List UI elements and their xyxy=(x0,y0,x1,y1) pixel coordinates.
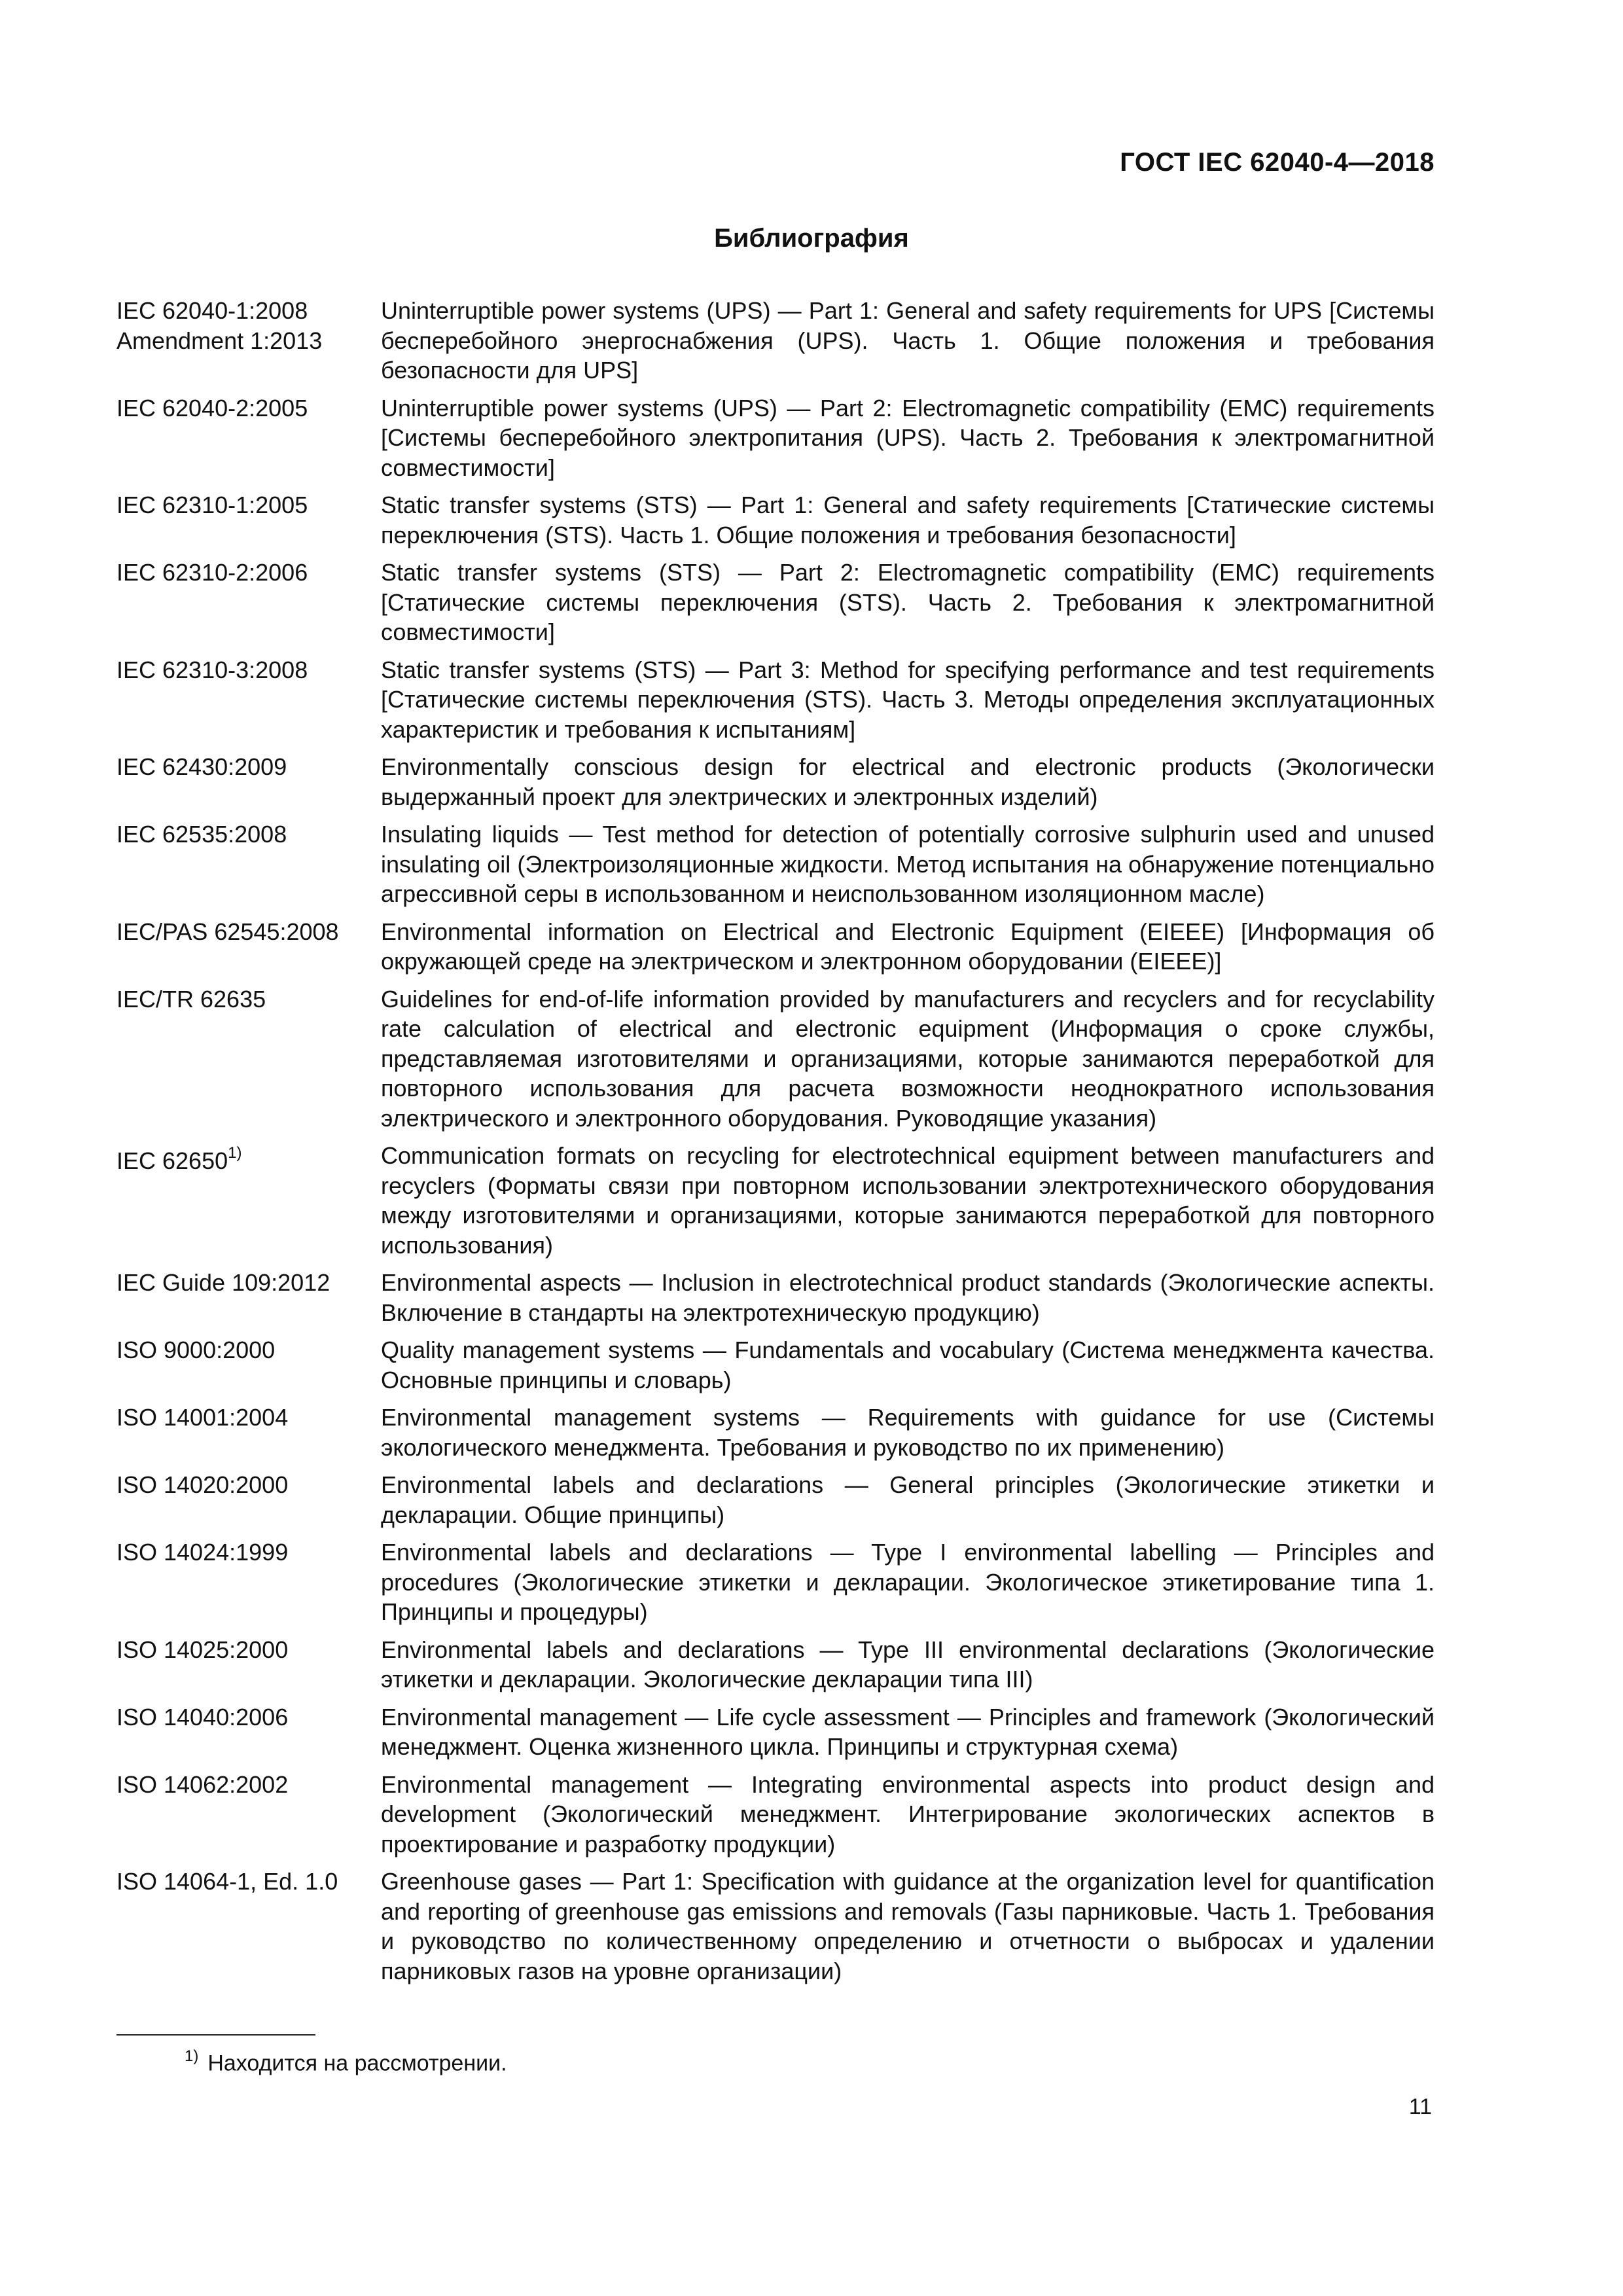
bibliography-entry xyxy=(116,1537,1435,1627)
entry-reference xyxy=(116,984,381,1134)
bibliography-entry xyxy=(116,819,1435,909)
bibliography-entry xyxy=(116,558,1435,647)
entry-description: Uninterruptible power systems (UPS) — Part 1: General and safety requirements for UPS [Системы бесперебойного энергоснабжения (UPS). Часть 1. Общие положения и требования безопасности для UPS] xyxy=(381,297,1435,384)
bibliography-entry xyxy=(116,393,1435,483)
entry-reference-text: IEC 62310-3:2008 xyxy=(116,656,308,683)
entry-reference xyxy=(116,1403,381,1462)
entry-reference-text: ISO 14040:2006 xyxy=(116,1703,289,1731)
page-number: 11 xyxy=(1408,2094,1432,2119)
entry-reference xyxy=(116,752,381,812)
entry-reference xyxy=(116,1470,381,1530)
bibliography-entry xyxy=(116,984,1435,1134)
bibliography-entry xyxy=(116,917,1435,977)
entry-description: Environmental labels and declarations — Type I environmental labelling — Principles and procedures (Экологические этикетки и декларации. Экологическое этикетирование типа 1. Принципы и процедуры) xyxy=(381,1539,1435,1625)
entry-description: Static transfer systems (STS) — Part 3: Method for specifying performance and test requirements [Статические системы переключения (STS). Часть 3. Методы определения эксплуатационных характеристик и требования к испытаниям] xyxy=(381,656,1435,743)
entry-description: Environmental management — Life cycle assessment — Principles and framework (Экологический менеджмент. Оценка жизненного цикла. Принципы и структурная схема) xyxy=(381,1703,1435,1760)
bibliography-entry xyxy=(116,1867,1435,1986)
entry-reference-text: ISO 14020:2000 xyxy=(116,1471,289,1498)
bibliography-entry xyxy=(116,1335,1435,1395)
entry-reference-text: IEC Guide 109:2012 xyxy=(116,1269,330,1296)
entry-description: Uninterruptible power systems (UPS) — Part 2: Electromagnetic compatibility (EMC) requirements [Системы бесперебойного электропитания (UPS). Часть 2. Требования к электромагнитной совместимости] xyxy=(381,394,1435,481)
entry-reference xyxy=(116,296,381,386)
bibliography-entry xyxy=(116,1635,1435,1695)
footnote-divider xyxy=(116,2034,315,2036)
entry-reference-text: ISO 14001:2004 xyxy=(116,1404,289,1431)
bibliography-entry xyxy=(116,1770,1435,1859)
entry-reference xyxy=(116,655,381,745)
bibliography-entry xyxy=(116,1141,1435,1260)
entry-description: Quality management systems — Fundamentals and vocabulary (Система менеджмента качества. Основные принципы и словарь) xyxy=(381,1336,1435,1393)
entry-reference xyxy=(116,1537,381,1627)
entry-reference xyxy=(116,1867,381,1986)
entry-description: Environmental labels and declarations — General principles (Экологические этикетки и декларации. Общие принципы) xyxy=(381,1471,1435,1528)
bibliography-entry xyxy=(116,1268,1435,1327)
page-title: Библиография xyxy=(714,224,909,253)
entry-description: Environmental management — Integrating environmental aspects into product design and development (Экологический менеджмент. Интегрирование экологических аспектов в проектирование и разработку продукции) xyxy=(381,1770,1435,1857)
entry-reference xyxy=(116,1335,381,1395)
entry-reference-text: IEC 62040-1:2008 Amendment 1:2013 xyxy=(116,297,323,354)
entry-reference xyxy=(116,558,381,647)
entry-reference-text: IEC 62430:2009 xyxy=(116,753,287,780)
entry-description: Static transfer systems (STS) — Part 2: Electromagnetic compatibility (EMC) requirements [Статические системы переключения (STS). Часть 2. Требования к электромагнитной совместимости] xyxy=(381,559,1435,645)
document-header: ГОСТ IEC 62040-4—2018 xyxy=(1120,148,1435,177)
entry-reference xyxy=(116,490,381,550)
entry-reference xyxy=(116,1635,381,1695)
bibliography-entry xyxy=(116,1403,1435,1462)
footnote-marker: 1) xyxy=(185,2047,199,2065)
footnote-reference-marker: 1) xyxy=(228,1144,242,1162)
bibliography-entry xyxy=(116,1470,1435,1530)
entry-reference-text: IEC 62040-2:2005 xyxy=(116,394,308,422)
entry-reference-text: IEC 62535:2008 xyxy=(116,821,287,848)
entry-description: Insulating liquids — Test method for detection of potentially corrosive sulphurin used and unused insulating oil (Электроизоляционные жидкости. Метод испытания на обнаружение потенциально агрессивной серы в использованном и неиспользованном изоляционном масле) xyxy=(381,821,1435,907)
entry-reference-text: ISO 9000:2000 xyxy=(116,1336,276,1363)
bibliography-list xyxy=(116,296,1435,1994)
entry-description: Environmental labels and declarations — Type III environmental declarations (Экологические этикетки и декларации. Экологические декларации типа III) xyxy=(381,1636,1435,1693)
bibliography-entry xyxy=(116,655,1435,745)
bibliography-entry xyxy=(116,1702,1435,1762)
entry-reference xyxy=(116,393,381,483)
entry-reference xyxy=(116,819,381,909)
entry-reference-text: IEC/PAS 62545:2008 xyxy=(116,918,339,945)
entry-reference-text: IEC/TR 62635 xyxy=(116,985,266,1013)
entry-description: Static transfer systems (STS) — Part 1: General and safety requirements [Статические системы переключения (STS). Часть 1. Общие положения и требования безопасности] xyxy=(381,492,1435,548)
entry-description: Environmentally conscious design for electrical and electronic products (Экологически выдержанный проект для электрических и электронных изделий) xyxy=(381,753,1435,810)
entry-description: Greenhouse gases — Part 1: Specification with guidance at the organization level for quantification and reporting of greenhouse gas emissions and removals (Газы парниковые. Часть 1. Требования и руководство по количественному определению и отчетности о выбросах и удалении парниковых газов на уровне организации) xyxy=(381,1868,1435,1984)
entry-reference xyxy=(116,1141,381,1260)
entry-reference xyxy=(116,1702,381,1762)
entry-reference-text: ISO 14062:2002 xyxy=(116,1770,289,1798)
bibliography-entry xyxy=(116,752,1435,812)
entry-reference-text: IEC 62650 xyxy=(116,1147,228,1174)
bibliography-entry xyxy=(116,296,1435,386)
entry-reference-text: IEC 62310-1:2005 xyxy=(116,492,308,518)
entry-reference xyxy=(116,1770,381,1859)
entry-description: Communication formats on recycling for electrotechnical equipment between manufacturers and recyclers (Форматы связи при повторном использовании электротехнического оборудования между изготовителями и организациями, которые занимаются переработкой для повторного использования) xyxy=(381,1142,1435,1259)
entry-description: Environmental information on Electrical and Electronic Equipment (EIEEE) [Информация об окружающей среде на электрическом и электронном оборудовании (EIEEE)] xyxy=(381,918,1435,975)
entry-description: Environmental management systems — Requirements with guidance for use (Системы экологического менеджмента. Требования и руководство по их применению) xyxy=(381,1404,1435,1461)
entry-reference-text: ISO 14024:1999 xyxy=(116,1539,289,1566)
footnote-text: Находится на рассмотрении. xyxy=(207,2051,507,2076)
footnote xyxy=(185,2049,507,2076)
entry-reference-text: IEC 62310-2:2006 xyxy=(116,559,308,586)
entry-description: Environmental aspects — Inclusion in electrotechnical product standards (Экологические аспекты. Включение в стандарты на электротехническую продукцию) xyxy=(381,1269,1435,1326)
entry-reference-text: ISO 14025:2000 xyxy=(116,1636,289,1663)
entry-reference xyxy=(116,1268,381,1327)
entry-reference-text: ISO 14064-1, Ed. 1.0 xyxy=(116,1868,338,1895)
entry-reference xyxy=(116,917,381,977)
entry-description: Guidelines for end-of-life information provided by manufacturers and recyclers and for recyclability rate calculation of electrical and electronic equipment (Информация о сроке службы, представляемая изготовителями и организациями, которые занимаются переработкой для повторного использования для расчета возможности неоднократного использования электрического и электронного оборудования. Руководящие указания) xyxy=(381,985,1435,1132)
bibliography-entry xyxy=(116,490,1435,550)
